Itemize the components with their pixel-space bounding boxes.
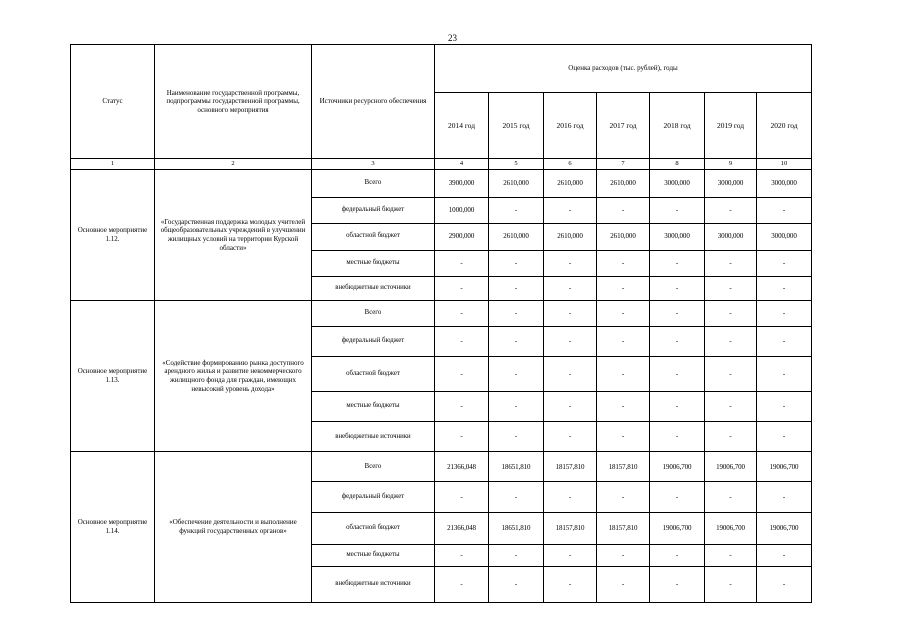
header-year: 2017 год (597, 93, 650, 159)
value-cell: - (597, 326, 650, 356)
value-cell: 19006,700 (705, 512, 757, 544)
value-cell: - (544, 276, 597, 300)
source-cell: местные бюджеты (312, 392, 435, 422)
value-cell: - (435, 566, 489, 602)
header-year: 2015 год (489, 93, 544, 159)
value-cell: - (544, 300, 597, 326)
column-number: 3 (312, 159, 435, 170)
value-cell: 18651,810 (489, 452, 544, 482)
value-cell: - (435, 300, 489, 326)
value-cell: - (757, 392, 812, 422)
status-cell: Основное мероприятие 1.12. (71, 170, 155, 300)
source-cell: федеральный бюджет (312, 326, 435, 356)
value-cell: - (489, 566, 544, 602)
source-cell: внебюджетные источники (312, 566, 435, 602)
header-year: 2014 год (435, 93, 489, 159)
source-cell: Всего (312, 452, 435, 482)
value-cell: - (650, 544, 705, 566)
value-cell: - (705, 357, 757, 392)
header-year: 2020 год (757, 93, 812, 159)
value-cell: - (597, 357, 650, 392)
status-cell: Основное мероприятие 1.14. (71, 452, 155, 603)
value-cell: - (597, 392, 650, 422)
source-cell: Всего (312, 300, 435, 326)
value-cell: - (597, 197, 650, 223)
source-cell: федеральный бюджет (312, 197, 435, 223)
value-cell: - (650, 392, 705, 422)
source-cell: внебюджетные источники (312, 276, 435, 300)
value-cell: - (757, 482, 812, 512)
value-cell: - (489, 276, 544, 300)
value-cell: - (757, 566, 812, 602)
value-cell: - (597, 422, 650, 452)
budget-table (70, 44, 812, 603)
column-number: 8 (650, 159, 705, 170)
status-cell: Основное мероприятие 1.13. (71, 300, 155, 451)
column-number: 1 (71, 159, 155, 170)
value-cell: - (650, 357, 705, 392)
value-cell: - (705, 544, 757, 566)
value-cell: - (705, 250, 757, 276)
source-cell: Всего (312, 170, 435, 197)
value-cell: 3000,000 (757, 223, 812, 250)
value-cell: - (489, 300, 544, 326)
header-sources: Источники ресурсного обеспечения (312, 45, 435, 159)
table-row (71, 170, 812, 197)
value-cell: - (705, 392, 757, 422)
value-cell: 19006,700 (705, 452, 757, 482)
value-cell: 2610,000 (489, 170, 544, 197)
source-cell: областной бюджет (312, 512, 435, 544)
value-cell: - (544, 544, 597, 566)
value-cell: - (435, 276, 489, 300)
header-estimate: Оценка расходов (тыс. рублей), годы (435, 45, 812, 93)
value-cell: - (544, 326, 597, 356)
value-cell: - (650, 197, 705, 223)
value-cell: 2610,000 (489, 223, 544, 250)
header-status: Статус (71, 45, 155, 159)
value-cell: 3000,000 (650, 170, 705, 197)
value-cell: 2610,000 (597, 170, 650, 197)
value-cell: - (489, 482, 544, 512)
value-cell: - (544, 482, 597, 512)
value-cell: - (544, 392, 597, 422)
value-cell: 21366,048 (435, 512, 489, 544)
value-cell: - (757, 197, 812, 223)
value-cell: 18157,810 (597, 512, 650, 544)
value-cell: 2610,000 (544, 223, 597, 250)
value-cell: - (705, 566, 757, 602)
value-cell: 18651,810 (489, 512, 544, 544)
value-cell: - (757, 544, 812, 566)
value-cell: - (705, 276, 757, 300)
value-cell: - (650, 326, 705, 356)
value-cell: - (597, 566, 650, 602)
value-cell: - (489, 250, 544, 276)
value-cell: - (650, 300, 705, 326)
value-cell: - (435, 250, 489, 276)
value-cell: 3900,000 (435, 170, 489, 197)
value-cell: - (544, 197, 597, 223)
source-cell: местные бюджеты (312, 544, 435, 566)
value-cell: - (435, 357, 489, 392)
measure-name-cell: «Обеспечение деятельности и выполнение функций государственных органов» (155, 452, 312, 603)
value-cell: - (544, 422, 597, 452)
value-cell: 19006,700 (650, 512, 705, 544)
value-cell: - (705, 300, 757, 326)
value-cell: - (597, 276, 650, 300)
value-cell: - (650, 482, 705, 512)
value-cell: - (489, 422, 544, 452)
value-cell: - (650, 566, 705, 602)
value-cell: - (757, 357, 812, 392)
value-cell: - (489, 197, 544, 223)
table-row (71, 452, 812, 482)
value-cell: - (489, 326, 544, 356)
value-cell: 2610,000 (597, 223, 650, 250)
value-cell: - (435, 482, 489, 512)
value-cell: - (544, 250, 597, 276)
measure-name-cell: «Государственная поддержка молодых учителей общеобразовательных учреждений в улучшении жилищных условий на территории Курской области» (155, 170, 312, 300)
value-cell: - (757, 422, 812, 452)
value-cell: 19006,700 (650, 452, 705, 482)
source-cell: федеральный бюджет (312, 482, 435, 512)
source-cell: местные бюджеты (312, 250, 435, 276)
column-number: 9 (705, 159, 757, 170)
value-cell: 3000,000 (705, 223, 757, 250)
value-cell: - (435, 326, 489, 356)
page-number: 23 (448, 33, 457, 43)
header-year: 2018 год (650, 93, 705, 159)
value-cell: - (757, 276, 812, 300)
value-cell: 2610,000 (544, 170, 597, 197)
value-cell: 3000,000 (757, 170, 812, 197)
value-cell: 19006,700 (757, 452, 812, 482)
header-year: 2016 год (544, 93, 597, 159)
value-cell: - (597, 482, 650, 512)
value-cell: - (597, 544, 650, 566)
value-cell: 3000,000 (705, 170, 757, 197)
value-cell: - (435, 392, 489, 422)
measure-name-cell: «Содействие формированию рынка доступного арендного жилья и развитие некоммерческого жилищного фонда для граждан, имеющих невысокий уровень дохода» (155, 300, 312, 451)
value-cell: - (650, 250, 705, 276)
value-cell: 18157,810 (544, 452, 597, 482)
value-cell: 3000,000 (650, 223, 705, 250)
value-cell: 19006,700 (757, 512, 812, 544)
value-cell: 2900,000 (435, 223, 489, 250)
value-cell: - (489, 544, 544, 566)
value-cell: - (705, 482, 757, 512)
header-name: Наименование государственной программы, подпрограммы государственной программы, основного мероприятия (155, 45, 312, 159)
value-cell: - (435, 544, 489, 566)
value-cell: - (757, 300, 812, 326)
value-cell: - (597, 250, 650, 276)
value-cell: - (650, 276, 705, 300)
value-cell: - (435, 422, 489, 452)
value-cell: - (489, 392, 544, 422)
column-number: 10 (757, 159, 812, 170)
value-cell: - (757, 326, 812, 356)
value-cell: - (705, 326, 757, 356)
value-cell: - (757, 250, 812, 276)
header-year: 2019 год (705, 93, 757, 159)
value-cell: 1000,000 (435, 197, 489, 223)
value-cell: 21366,048 (435, 452, 489, 482)
value-cell: - (705, 197, 757, 223)
column-number: 4 (435, 159, 489, 170)
source-cell: внебюджетные источники (312, 422, 435, 452)
value-cell: - (597, 300, 650, 326)
value-cell: - (650, 422, 705, 452)
value-cell: - (544, 357, 597, 392)
column-number: 7 (597, 159, 650, 170)
value-cell: - (544, 566, 597, 602)
column-number: 6 (544, 159, 597, 170)
table-row (71, 300, 812, 326)
column-number: 5 (489, 159, 544, 170)
value-cell: 18157,810 (544, 512, 597, 544)
source-cell: областной бюджет (312, 357, 435, 392)
column-number: 2 (155, 159, 312, 170)
source-cell: областной бюджет (312, 223, 435, 250)
value-cell: - (489, 357, 544, 392)
value-cell: - (705, 422, 757, 452)
value-cell: 18157,810 (597, 452, 650, 482)
